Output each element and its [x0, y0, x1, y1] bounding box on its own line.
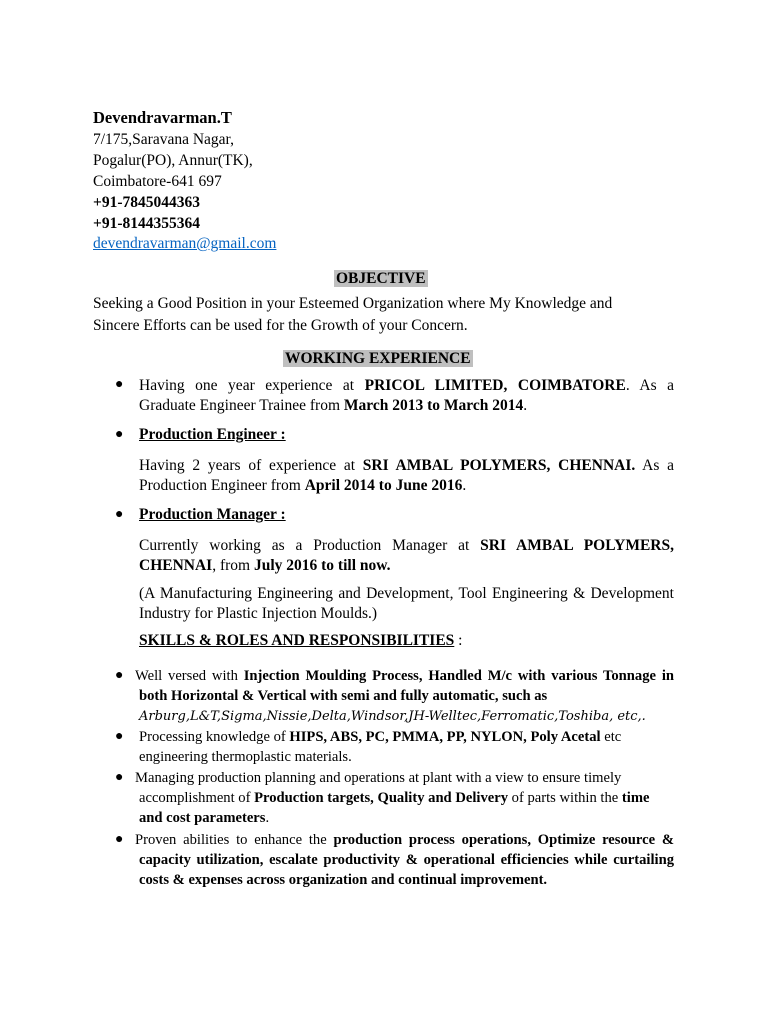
bullet-icon: ●	[115, 729, 124, 744]
skills-heading: SKILLS & ROLES AND RESPONSIBILITIES :	[139, 632, 463, 649]
candidate-name: Devendravarman.T	[93, 108, 232, 127]
address-line-1: 7/175,Saravana Nagar,	[93, 131, 234, 148]
bullet-icon: ●	[115, 668, 124, 683]
skills-item-3: Managing production planning and operations at plant with a view to ensure timely accomplishment of Production targets, Quality and Delivery of parts within the time and cost parameters.	[135, 770, 650, 826]
skills-item-1: Well versed with Injection Moulding Process, Handled M/c with various Tonnage in both Horizontal & Vertical with semi and fully automatic, such as Arburg,L&T,Sigma,Nissie,Delta,Windsor,JH-Welltec,Ferromatic,Toshiba, etc,.	[135, 668, 674, 724]
objective-line-1: Seeking a Good Position in your Esteemed Organization where My Knowledge and	[93, 295, 613, 312]
experience-item-3: Currently working as a Production Manager at SRI AMBAL POLYMERS, CHENNAI, from July 2016 to till now.	[139, 537, 674, 574]
email-link[interactable]: devendravarman@gmail.com	[93, 235, 277, 252]
phone-2: +91-8144355364	[93, 215, 200, 232]
production-engineer-title: Production Engineer :	[139, 426, 286, 443]
bullet-icon: ●	[115, 377, 124, 392]
bullet-icon: ●	[115, 427, 124, 442]
bullet-icon: ●	[115, 770, 124, 785]
objective-heading-text: OBJECTIVE	[336, 270, 426, 287]
bullet-icon: ●	[115, 507, 124, 522]
skills-item-2: Processing knowledge of HIPS, ABS, PC, PMMA, PP, NYLON, Poly Acetal etc engineering thermoplastic materials.	[139, 729, 622, 765]
address-line-2: Pogalur(PO), Annur(TK),	[93, 152, 253, 169]
experience-item-2: Having 2 years of experience at SRI AMBAL POLYMERS, CHENNAI. As a Production Engineer from April 2014 to June 2016.	[139, 457, 674, 494]
objective-line-2: Sincere Efforts can be used for the Growth of your Concern.	[93, 317, 468, 334]
skills-item-4: Proven abilities to enhance the production process operations, Optimize resource & capacity utilization, escalate productivity & operational efficiencies while curtailing costs & expenses across organization and continual improvement.	[135, 832, 674, 888]
production-manager-title: Production Manager :	[139, 506, 286, 523]
phone-1: +91-7845044363	[93, 194, 200, 211]
address-line-3: Coimbatore-641 697	[93, 173, 222, 190]
experience-item-1: Having one year experience at PRICOL LIMITED, COIMBATORE. As a Graduate Engineer Trainee from March 2013 to March 2014.	[139, 377, 675, 414]
experience-heading-text: WORKING EXPERIENCE	[285, 350, 471, 367]
company-description: (A Manufacturing Engineering and Development, Tool Engineering & Development Industry for Plastic Injection Moulds.)	[139, 585, 674, 622]
objective-heading	[334, 270, 428, 288]
bullet-icon: ●	[115, 832, 124, 847]
skills-heading-text: SKILLS & ROLES AND RESPONSIBILITIES	[139, 632, 455, 649]
experience-heading	[283, 350, 473, 368]
